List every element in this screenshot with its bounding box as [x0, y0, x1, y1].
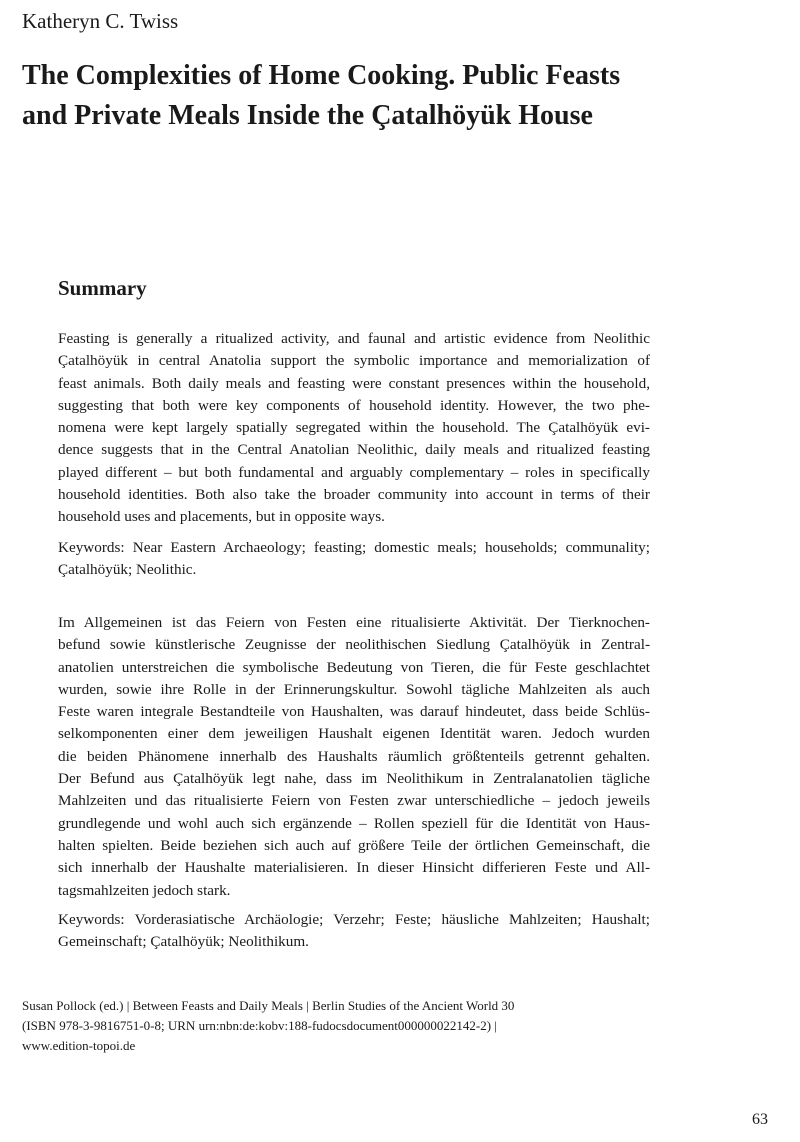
abstract-line: household uses and placements, but in opposite ways.	[58, 508, 385, 526]
abstract-line: Feasting is generally a ritualized activity, and faunal and artistic evidence from Neolithic	[58, 330, 650, 347]
footer-line: (ISBN 978-3-9816751-0-8; URN urn:nbn:de:kobv:188-fudocsdocument000000022142-2) |	[22, 1018, 497, 1033]
abstract-line: household identities. Both also take the broader community into account in terms of their	[58, 486, 650, 504]
abstract-line: anatolien unterstreichen die symbolische Bedeutung von Tieren, die für Feste geschlachtet	[58, 658, 650, 676]
german-keywords	[58, 909, 650, 954]
abstract-line: suggesting that both were key components of household identity. However, the two phe-	[58, 396, 650, 414]
abstract-line: Çatalhöyük in central Anatolia support the symbolic importance and memorialization of	[58, 352, 650, 370]
article-title	[22, 56, 722, 136]
title-line: The Complexities of Home Cooking. Public Feasts	[22, 60, 621, 91]
abstract-line: die beiden Phänomene innerhalb des Haushalts räumlich größtenteils getrennt gehalten.	[58, 747, 650, 765]
abstract-line: Feste waren integrale Bestandteile von Haushalten, was darauf hindeutet, dass beide Schlüs-	[58, 703, 650, 721]
keywords-line: Keywords: Vorderasiatische Archäologie; Verzehr; Feste; häusliche Mahlzeiten; Haushalt;	[58, 911, 650, 928]
abstract-line: played different – but both fundamental and arguably complementary – roles in specifically	[58, 463, 650, 481]
german-abstract	[58, 612, 650, 902]
publication-footer	[22, 996, 642, 1056]
abstract-line: wurden, sowie ihre Rolle in der Erinnerungskultur. Sowohl tägliche Mahlzeiten als auch	[58, 680, 650, 698]
english-keywords	[58, 537, 650, 582]
title-line: and Private Meals Inside the Çatalhöyük House	[22, 100, 593, 131]
keywords-line: Keywords: Near Eastern Archaeology; feasting; domestic meals; households; communality;	[58, 539, 650, 556]
abstract-line: halten spielten. Beide beziehen sich auch auf größere Teile der örtlichen Gemeinschaft, die	[58, 836, 650, 854]
abstract-line: tagsmahlzeiten jedoch stark.	[58, 881, 231, 899]
abstract-line: dence suggests that in the Central Anatolian Neolithic, daily meals and ritualized feasting	[58, 441, 650, 459]
abstract-line: Mahlzeiten und das ritualisierte Feiern von Festen zwar unterschiedliche – jedoch jeweils	[58, 792, 650, 810]
footer-line: Susan Pollock (ed.) | Between Feasts and Daily Meals | Berlin Studies of the Ancient World 30	[22, 998, 515, 1013]
page-number: 63	[752, 1111, 768, 1128]
summary-heading: Summary	[58, 276, 147, 300]
abstract-line: Der Befund aus Çatalhöyük legt nahe, dass im Neolithikum in Zentralanatolien tägliche	[58, 770, 650, 788]
abstract-line: nomena were kept largely spatially segregated within the household. The Çatalhöyük evi-	[58, 419, 650, 437]
keywords-line: Gemeinschaft; Çatalhöyük; Neolithikum.	[58, 933, 309, 951]
abstract-line: grundlegende und wohl auch sich ergänzende – Rollen speziell für die Identität von Haus-	[58, 814, 650, 832]
abstract-line: sich innerhalb der Haushalte materialisieren. In dieser Hinsicht differieren Feste und All-	[58, 859, 650, 877]
abstract-line: befund sowie künstlerische Zeugnisse der neolithischen Siedlung Çatalhöyük in Zentral-	[58, 636, 650, 654]
keywords-line: Çatalhöyük; Neolithic.	[58, 561, 197, 579]
abstract-line: feast animals. Both daily meals and feasting were constant presences within the household,	[58, 374, 650, 392]
footer-url: www.edition-topoi.de	[22, 1038, 136, 1053]
abstract-line: Im Allgemeinen ist das Feiern von Festen eine ritualisierte Aktivität. Der Tierknochen-	[58, 614, 650, 631]
english-abstract	[58, 328, 650, 529]
author-name: Katheryn C. Twiss	[22, 9, 179, 33]
abstract-line: selkomponenten einer dem jeweiligen Haushalt eigenen Identität waren. Jedoch wurden	[58, 725, 650, 743]
